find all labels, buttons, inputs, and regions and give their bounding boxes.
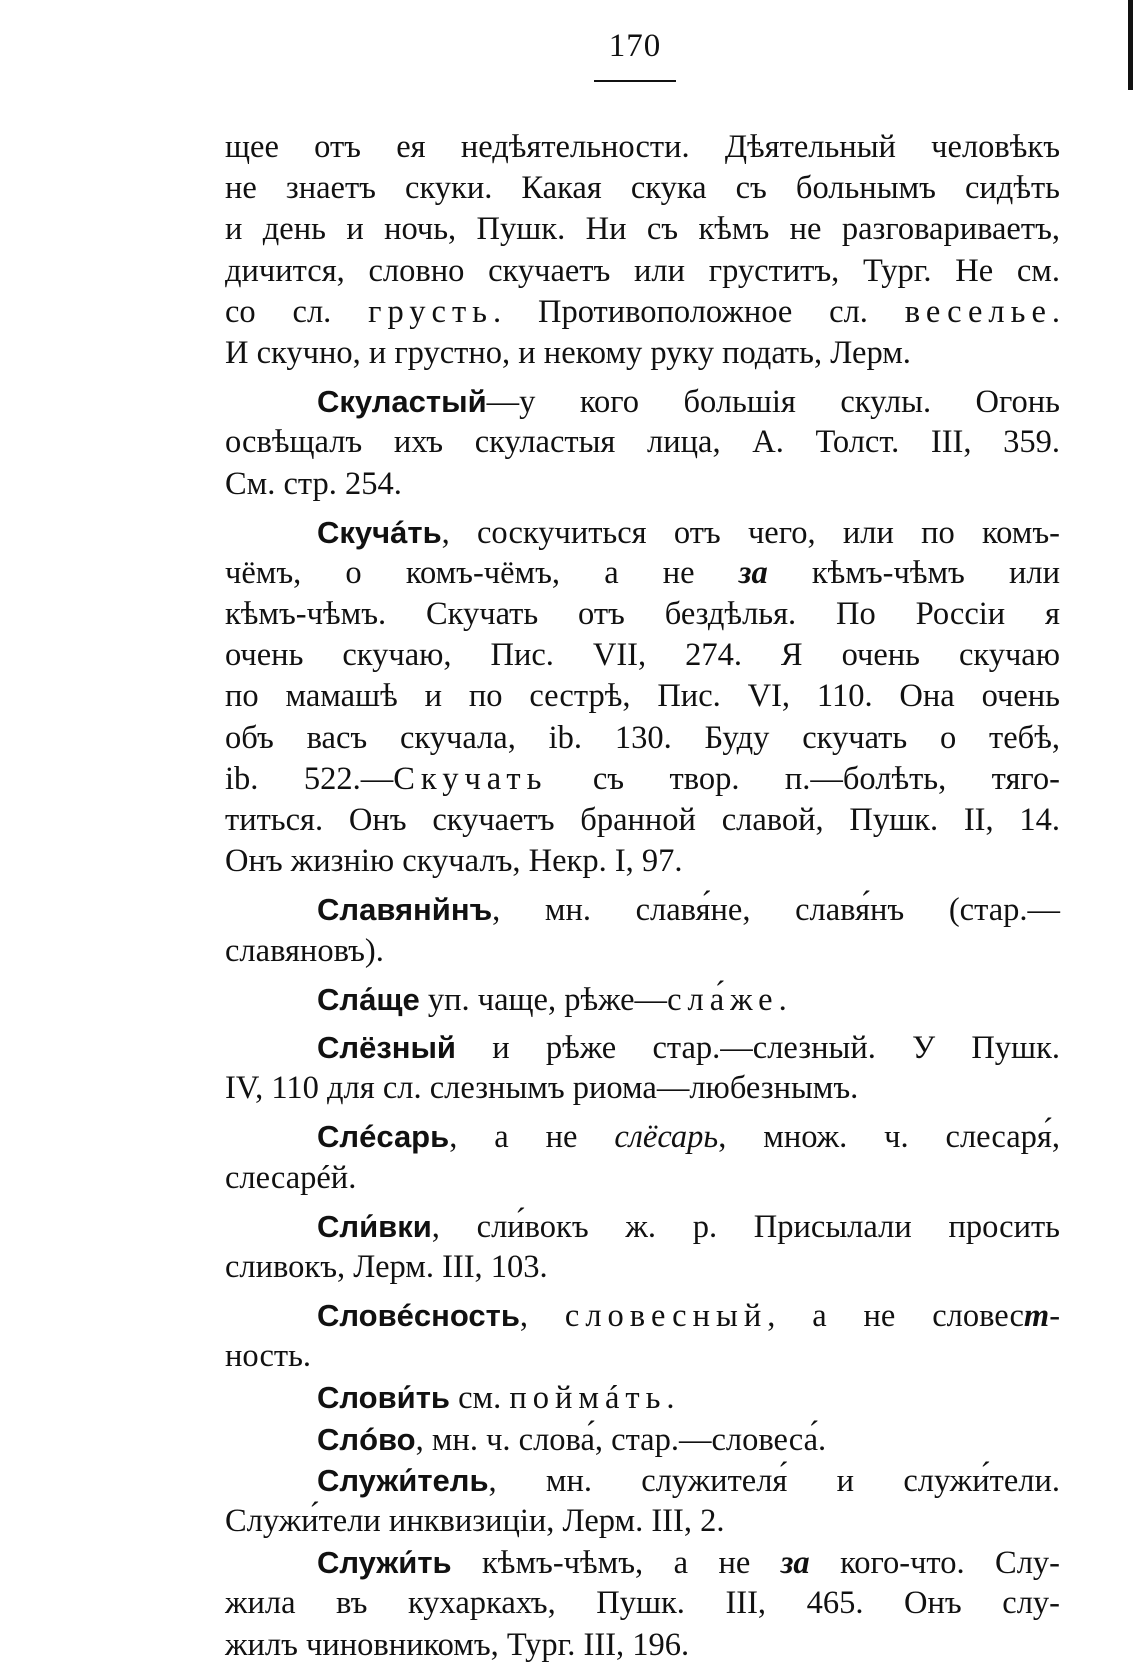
text-line: дичится, словно скучаетъ или груститъ, Тург. Не см.: [225, 252, 1060, 289]
headword: Слови́ть: [317, 1380, 450, 1416]
entry-line: Словéсность, словесный, а не словест-: [317, 1298, 1061, 1335]
text-line: титься. Онъ скучаетъ бранной славой, Пушк. II, 14.: [225, 802, 1060, 838]
text-line: Онъ жизнію скучалъ, Некр. I, 97.: [225, 843, 683, 880]
entry-line: Славянйнъ, мн. славя́не, славя́нъ (стар.—: [317, 892, 1060, 929]
spaced-word: веселье: [904, 293, 1052, 330]
headword: Скуластый: [317, 384, 487, 420]
text-line: освѣщалъ ихъ скуластыя лица, А. Толст. III, 359.: [225, 424, 1060, 461]
text-line: кѣмъ-чѣмъ. Скучать отъ бездѣлья. По Россіи я: [225, 596, 1060, 633]
spaced-word: сла́же: [667, 981, 779, 1018]
headword: Сли́вки: [317, 1208, 432, 1244]
dictionary-text: [225, 127, 1060, 1666]
page-edge-mark: [1128, 0, 1133, 90]
entry-line: Сли́вки, сли́вокъ ж. р. Присылали просить: [317, 1208, 1060, 1245]
page-number-underline: [594, 80, 676, 82]
headword: Слóво: [317, 1421, 416, 1457]
text-line: по мамашѣ и по сестрѣ, Пис. VI, 110. Она очень: [225, 678, 1060, 715]
text-line: со сл. грусть. Противоположное сл. веселье.: [225, 293, 1060, 330]
text-line: сливокъ, Лерм. III, 103.: [225, 1248, 548, 1285]
entry-line: Слóво, мн. ч. слова́, стар.—словеса́.: [317, 1421, 827, 1458]
spaced-word: поймáть: [509, 1380, 667, 1417]
entry-line: Слёзный и рѣже стар.—слезный. У Пушк.: [317, 1029, 1060, 1066]
entry-line: Служи́тель, мн. служителя́ и служи́тели.: [317, 1462, 1060, 1499]
text-line: не знаетъ скуки. Какая скука съ больнымъ сидѣть: [225, 170, 1060, 207]
headword: Служи́ть: [317, 1545, 452, 1581]
entry-line: Слéсарь, а не слёсарь, множ. ч. слесаря́,: [317, 1119, 1060, 1156]
text-line: слесарéй.: [225, 1159, 357, 1196]
text-line: объ васъ скучала, ib. 130. Буду скучать о тебѣ,: [225, 719, 1060, 756]
text-line: щее отъ ея недѣятельности. Дѣятельный человѣкъ: [225, 129, 1060, 165]
headword: Слёзный: [317, 1029, 456, 1065]
entry-line: Слови́ть см. поймáть.: [317, 1380, 675, 1417]
entry-line: Сла́ще уп. чаще, рѣже—сла́же.: [317, 981, 787, 1018]
headword: Сла́ще: [317, 981, 420, 1017]
spaced-word: Скучать: [393, 760, 548, 797]
page-number: 170: [608, 28, 662, 64]
entry-line: Служи́ть кѣмъ-чѣмъ, а не за кого-что. Слу-: [317, 1545, 1060, 1582]
text-line: Служи́тели инквизиціи, Лерм. III, 2.: [225, 1503, 725, 1539]
text-line: ность.: [225, 1338, 312, 1375]
headword: Скучáть: [317, 514, 442, 550]
text-line: IV, 110 для сл. слезнымъ риома—любезнымъ.: [225, 1070, 859, 1107]
headword: Славянйнъ: [317, 892, 493, 928]
text-line: очень скучаю, Пис. VII, 274. Я очень скучаю: [225, 637, 1060, 674]
text-line: См. стр. 254.: [225, 465, 402, 502]
entry-line: Скуластый—у кого большія скулы. Огонь: [317, 384, 1060, 421]
headword: Слéсарь: [317, 1119, 450, 1155]
entry-line: Скучáть, соскучиться отъ чего, или по комъ-: [317, 514, 1060, 551]
text-line: жила въ кухаркахъ, Пушк. III, 465. Онъ слу-: [225, 1585, 1060, 1622]
headword: Служи́тель: [317, 1462, 489, 1498]
headword: Словéсность: [317, 1298, 520, 1334]
spaced-word: словесный: [564, 1298, 768, 1335]
text-line: ib. 522.—Скучать съ твор. п.—болѣть, тяго-: [225, 760, 1060, 797]
text-line: славяновъ).: [225, 932, 384, 969]
text-line: чёмъ, о комъ-чёмъ, а не за кѣмъ-чѣмъ или: [225, 554, 1061, 591]
spaced-word: грусть: [368, 293, 494, 330]
text-line: и день и ночь, Пушк. Ни съ кѣмъ не разговариваетъ,: [225, 211, 1060, 248]
text-line: жилъ чиновникомъ, Тург. III, 196.: [225, 1626, 690, 1663]
text-line: И скучно, и грустно, и некому руку подать, Лерм.: [225, 334, 911, 371]
